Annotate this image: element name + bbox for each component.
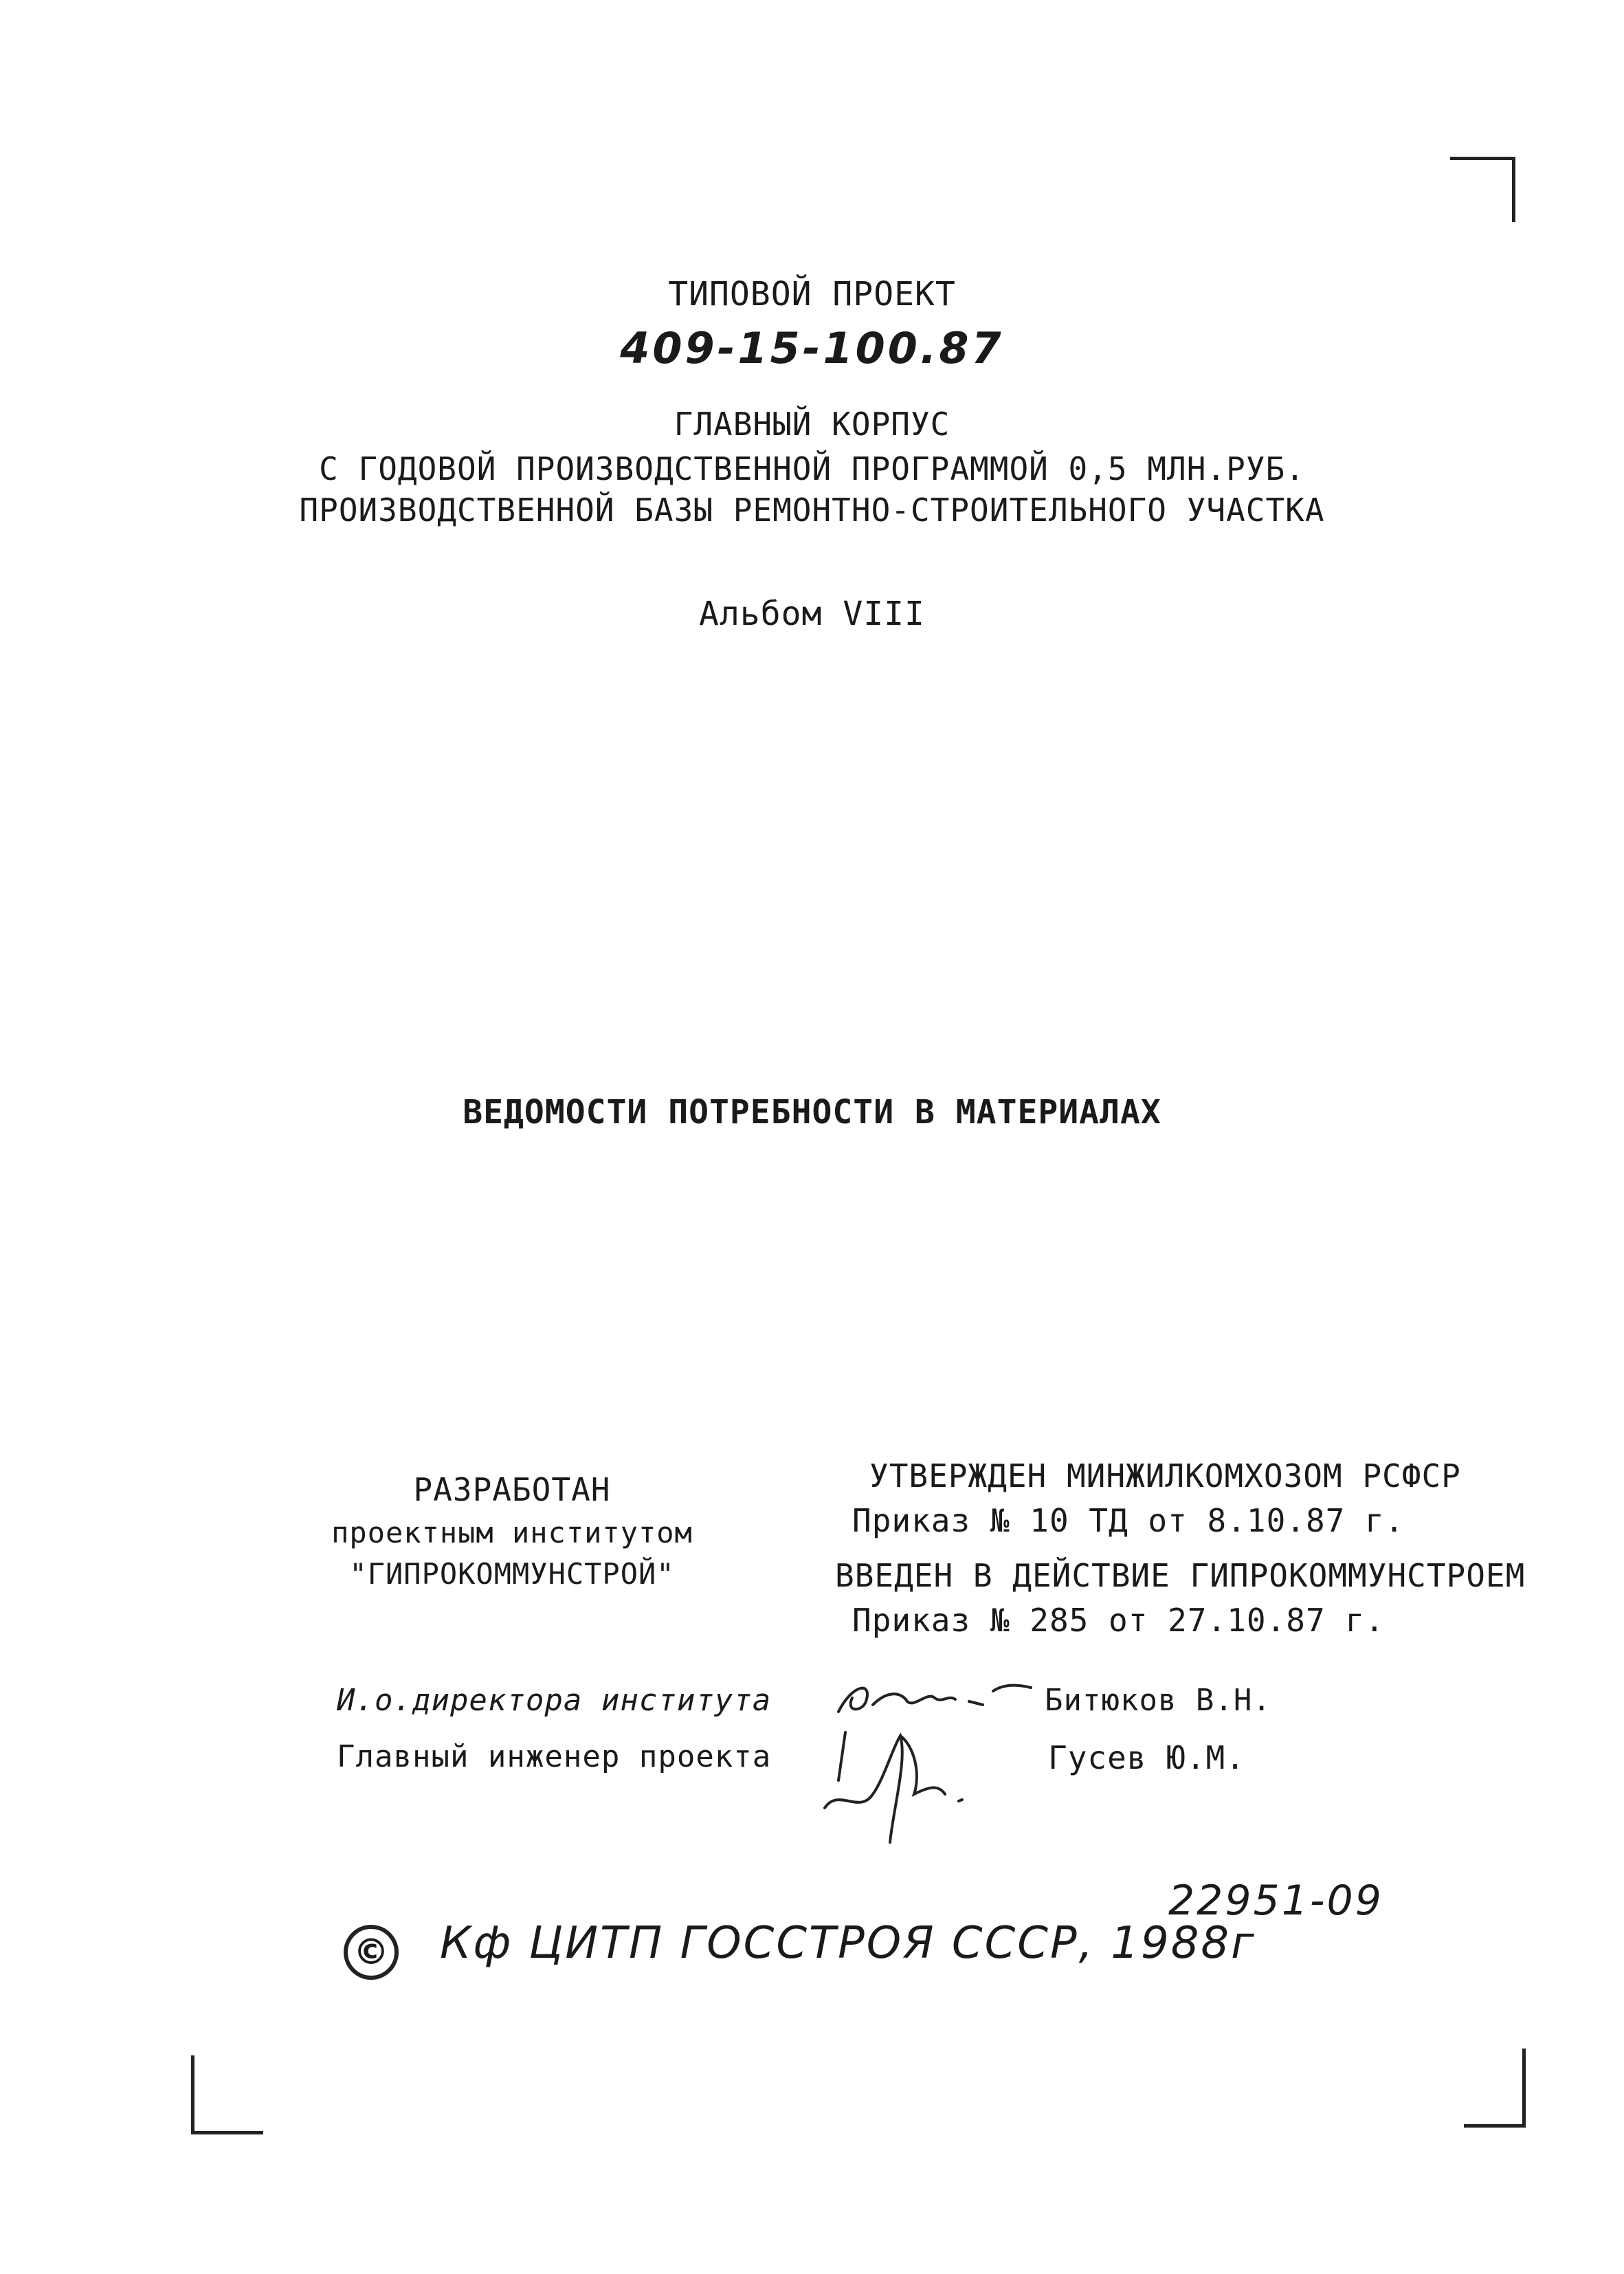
corner-mark-top-right [1450, 157, 1515, 222]
corner-mark-bottom-right [1464, 2049, 1526, 2128]
signatory-name-director: Битюков В.Н. [1045, 1683, 1271, 1718]
chief-engineer-signature [818, 1719, 1024, 1849]
document-title: ГЛАВНЫЙ КОРПУС [674, 406, 950, 443]
approval-line-4: Приказ № 285 от 27.10.87 г. [852, 1602, 1385, 1639]
corner-mark-bottom-left [191, 2055, 263, 2134]
signatory-role-chief-engineer: Главный инженер проекта [337, 1739, 772, 1774]
subtitle-line-2: ПРОИЗВОДСТВЕННОЙ БАЗЫ РЕМОНТНО-СТРОИТЕЛЬНОГО УЧАСТКА [299, 492, 1325, 529]
director-signature [825, 1670, 1045, 1725]
subtitle-line-1: С ГОДОВОЙ ПРОИЗВОДСТВЕННОЙ ПРОГРАММОЙ 0,5 МЛН.РУБ. [319, 450, 1305, 487]
copyright-icon: © [344, 1925, 399, 1980]
approval-line-1: УТВЕРЖДЕН МИНЖИЛКОМХОЗОМ РСФСР [869, 1457, 1461, 1494]
project-number: 409-15-100.87 [620, 323, 1004, 373]
approval-line-2: Приказ № 10 ТД от 8.10.87 г. [852, 1502, 1405, 1539]
section-title: ВЕДОМОСТИ ПОТРЕБНОСТИ В МАТЕРИАЛАХ [463, 1093, 1161, 1132]
signatory-name-chief-engineer: Гусев Ю.М. [1048, 1739, 1245, 1776]
album-number: Альбом VIII [699, 595, 925, 633]
developed-line-1: проектным институтом [331, 1516, 693, 1549]
developed-title: РАЗРАБОТАН [413, 1471, 611, 1508]
approval-line-3: ВВЕДЕН В ДЕЙСТВИЕ ГИПРОКОММУНСТРОЕМ [835, 1557, 1526, 1594]
copyright-text: Кф ЦИТП ГОССТРОЯ СССР, 1988г [440, 1918, 1256, 1969]
signatory-role-director: И.о.директора института [337, 1683, 772, 1718]
developed-line-2: "ГИПРОКОММУНСТРОЙ" [349, 1557, 675, 1591]
inventory-number: 22951-09 [1168, 1877, 1383, 1925]
document-label: ТИПОВОЙ ПРОЕКТ [668, 275, 956, 313]
